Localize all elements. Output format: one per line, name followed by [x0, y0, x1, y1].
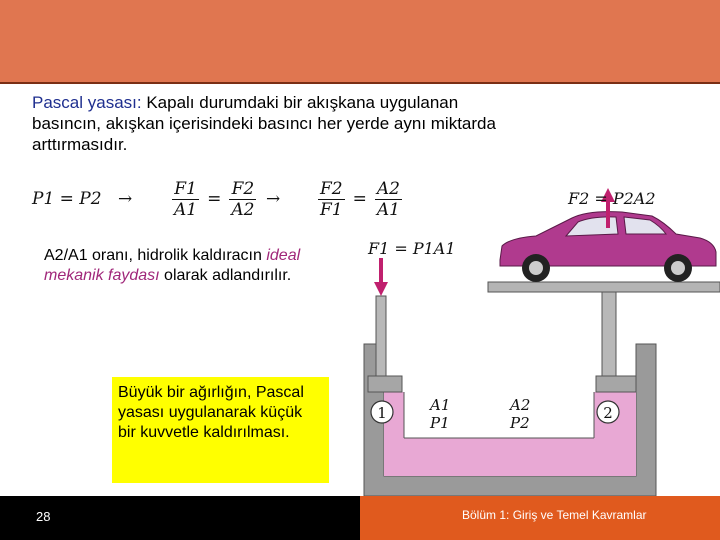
- p2-label: P2: [510, 414, 530, 432]
- pascal-law-text: Kapalı durumdaki bir akışkana uygulanan basıncın, akışkan içerisindeki basıncı her yerde aynı miktarda arttırmasıdır.: [32, 93, 496, 154]
- arrow-1: →: [118, 189, 133, 209]
- pressure-equality: [32, 176, 102, 222]
- mechanical-advantage-text: A2/A1 oranı, hidrolik kaldıracın ideal mekanik faydası olarak adlandırılır.: [44, 247, 301, 284]
- pascal-law-definition: [32, 92, 512, 155]
- small-piston: [368, 376, 402, 392]
- a2-label: A2: [510, 396, 531, 414]
- lift-platform: [488, 282, 720, 292]
- force2-label: F2 = P2A2: [568, 189, 656, 208]
- header-band: [0, 0, 720, 84]
- page-number: 28: [36, 509, 51, 524]
- pressure-equation: P1 = P2: [32, 189, 102, 209]
- force1-arrow: [374, 258, 388, 296]
- hydraulic-lift-figure: [360, 170, 720, 496]
- force1-label: F1 = P1A1: [368, 239, 456, 258]
- footer-left: [0, 496, 360, 540]
- fraction-a2-a1: $\frac{A2}{A1}$: [376, 178, 400, 220]
- pascal-law-term: Pascal yasası:: [32, 93, 142, 112]
- a1-label: A1: [430, 396, 451, 414]
- fraction-f2-a2: $\frac{F2}{A2}$: [231, 178, 255, 220]
- ratio-equation: $\frac{F2}{F1}$ = $\frac{A2}{A1}$: [320, 178, 400, 220]
- ideal-mechanical-advantage-term: ideal mekanik faydası: [44, 247, 301, 284]
- piston2-number: 2: [603, 404, 613, 422]
- yellow-callout: Büyük bir ağırlığın, Pascal yasası uygulanarak küçük bir kuvvetle kaldırılması.: [112, 377, 329, 483]
- large-piston: [596, 376, 636, 392]
- small-piston-rod: [376, 296, 386, 376]
- force-area-equation: $\frac{F1}{A1}$ = $\frac{F2}{A2}$: [174, 178, 255, 220]
- footer-chapter-title: Bölüm 1: Giriş ve Temel Kavramlar: [462, 508, 647, 522]
- fraction-f2-f1: $\frac{F2}{F1}$: [320, 178, 343, 220]
- p1-label: P1: [430, 414, 450, 432]
- fraction-f1-a1: $\frac{F1}{A1}$: [174, 178, 198, 220]
- fluid-channel: [404, 438, 594, 476]
- piston1-number: 1: [377, 404, 387, 422]
- footer-right: [360, 496, 720, 540]
- arrow-2: →: [266, 189, 281, 209]
- large-piston-rod: [602, 290, 616, 376]
